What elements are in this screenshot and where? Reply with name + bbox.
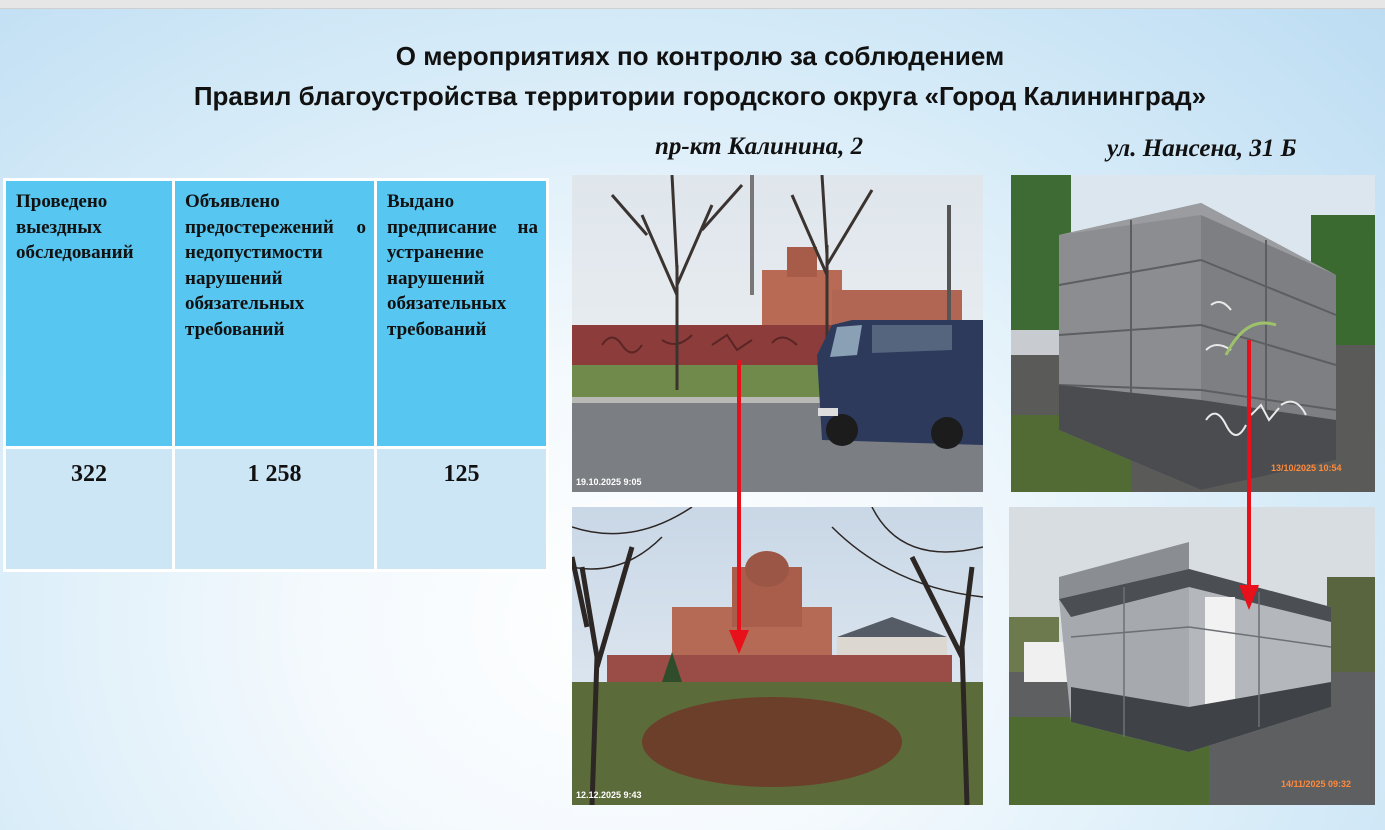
header-warnings: Объявлено предостережений о недопустимости нарушений обязательных требований [174, 180, 376, 448]
slide-title [0, 36, 1385, 116]
table-header-row [5, 180, 548, 448]
slide-title-line-1: О мероприятиях по контролю за соблюдением [395, 41, 1005, 71]
table-value-row [5, 448, 548, 571]
caption-location-1: пр-кт Калинина, 2 [655, 133, 864, 160]
photo-kalinina-before [572, 175, 983, 492]
header-inspections: Проведено выездных обследований [5, 180, 174, 448]
statistics-table [3, 178, 549, 572]
value-inspections: 322 [5, 448, 174, 571]
value-orders: 125 [376, 448, 548, 571]
slide-title-line-2: Правил благоустройства территории городского округа «Город Калининград» [193, 81, 1207, 111]
arrow-down-kalinina [726, 360, 752, 660]
header-orders: Выдано предписание на устранение нарушений обязательных требований [376, 180, 548, 448]
caption-location-2: ул. Нансена, 31 Б [1107, 135, 1297, 162]
photo-nansena-after [1009, 507, 1375, 805]
photo4-timestamp: 14/11/2025 09:32 [1281, 779, 1352, 789]
photo1-timestamp: 19.10.2025 9:05 [576, 477, 642, 487]
photo3-timestamp: 13/10/2025 10:54 [1271, 463, 1342, 473]
photo-nansena-before [1011, 175, 1375, 492]
value-warnings: 1 258 [174, 448, 376, 571]
photo-kalinina-after [572, 507, 983, 805]
photo2-timestamp: 12.12.2025 9:43 [576, 790, 642, 800]
window-top-bar [0, 0, 1385, 9]
arrow-down-nansena [1236, 340, 1262, 615]
